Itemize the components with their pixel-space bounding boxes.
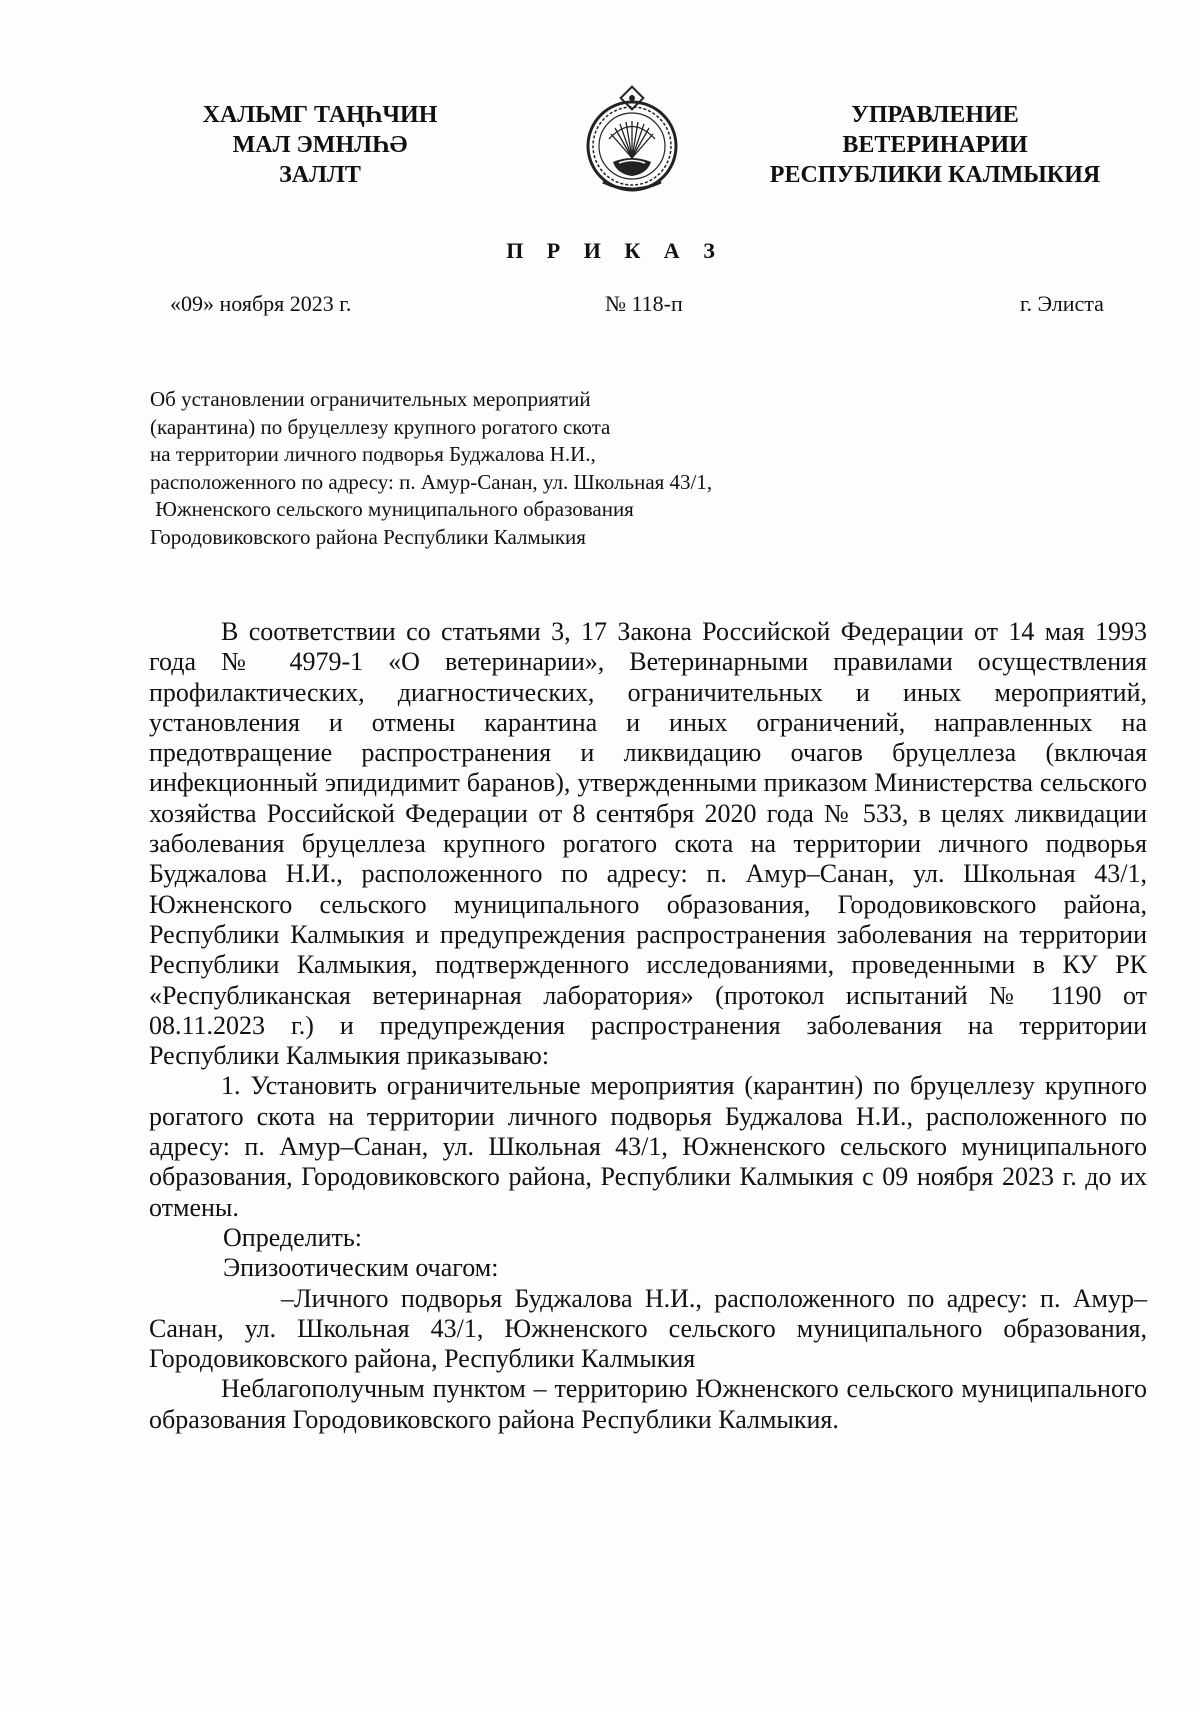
order-city: г. Элиста: [1020, 291, 1104, 316]
focus-label: Эпизоотическим очагом:: [223, 1253, 499, 1283]
preamble-paragraph: В соответствии со статьями 3, 17 Закона Российской Федерации от 14 мая 1993 года № 4979-1 «О ветеринарии», Ветеринарными правилами осуществления профилактических, диагностических, ограничительных и иных мероприятий, установления и отмены карантина и иных ограничений, направленных на предотвращение распространения и ликвидацию очагов бруцеллеза (включая инфекционный эпидидимит баранов), утвержденными приказом Министерства сельского хозяйства Российской Федерации от 8 сентября 2020 года № 533, в целях ликвидации заболевания бруцеллеза крупного рогатого скота на территории личного подворья Буджалова Н.И., расположенного по адресу: п. Амур–Санан, ул. Школьная 43/1, Южненского сельского муниципального образования, Городовиковского района, Республики Калмыкия и предупреждения распространения заболевания на территории Республики Калмыкия, подтвержденного исследованиями, проведенными в КУ РК «Республиканская ветеринарная лаборатория» (протокол испытаний № 1190 от 08.11.2023 г.) и предупреждения распространения заболевания на территории Республики Калмыкия приказываю:: [149, 617, 1147, 1071]
order-number: № 118-п: [605, 291, 683, 316]
unfavorable-point-paragraph: Неблагополучным пунктом – территорию Южненского сельского муниципального образования Городовиковского района Республики Калмыкия.: [149, 1374, 1147, 1434]
order-date: «09» ноября 2023 г.: [170, 291, 352, 316]
subject-line: на территории личного подворья Буджалова Н.И.,: [150, 442, 596, 466]
header-right-line: ВЕТЕРИНАРИИ: [842, 132, 1028, 158]
focus-paragraph: –Личного подворья Буджалова Н.И., расположенного по адресу: п. Амур–Санан, ул. Школьная 43/1, Южненского сельского муниципального образования, Городовиковского района, Республики Калмыкия: [149, 1283, 1147, 1374]
define-label: Определить:: [223, 1222, 362, 1252]
order-body: [149, 617, 1147, 1435]
subject-line: (карантина) по бруцеллезу крупного рогатого скота: [150, 414, 611, 439]
subject-line: Южненского сельского муниципального образования: [150, 497, 634, 521]
subject-line: расположенного по адресу: п. Амур-Санан, ул. Школьная 43/1,: [150, 469, 713, 494]
header-left-line: ХАЛЬМГ ТАҢҺЧИН: [202, 102, 438, 128]
coat-of-arms-icon: [583, 84, 681, 196]
header-right-line: УПРАВЛЕНИЕ: [851, 102, 1019, 128]
header-left-line: МАЛ ЭМНЛҺӘ: [232, 132, 408, 158]
document-type-title: П Р И К А З: [506, 238, 724, 263]
header-left-line: ЗАЛЛТ: [279, 162, 361, 188]
subject-line: Об установлении ограничительных мероприятий: [150, 387, 591, 411]
header-kalmyk-title: [170, 100, 470, 190]
order-subject: [150, 386, 870, 551]
subject-line: Городовиковского района Республики Калмыкия: [150, 524, 586, 549]
header-russian-title: [745, 100, 1125, 190]
order-item-1: 1. Установить ограничительные мероприятия (карантин) по бруцеллезу крупного рогатого скота на территории личного подворья Буджалова Н.И., расположенного по адресу: п. Амур–Санан, ул. Школьная 43/1, Южненского сельского муниципального образования, Городовиковского района, Республики Калмыкия с 09 ноября 2023 г. до их отмены.: [149, 1071, 1147, 1222]
header-right-line: РЕСПУБЛИКИ КАЛМЫКИЯ: [769, 162, 1101, 188]
